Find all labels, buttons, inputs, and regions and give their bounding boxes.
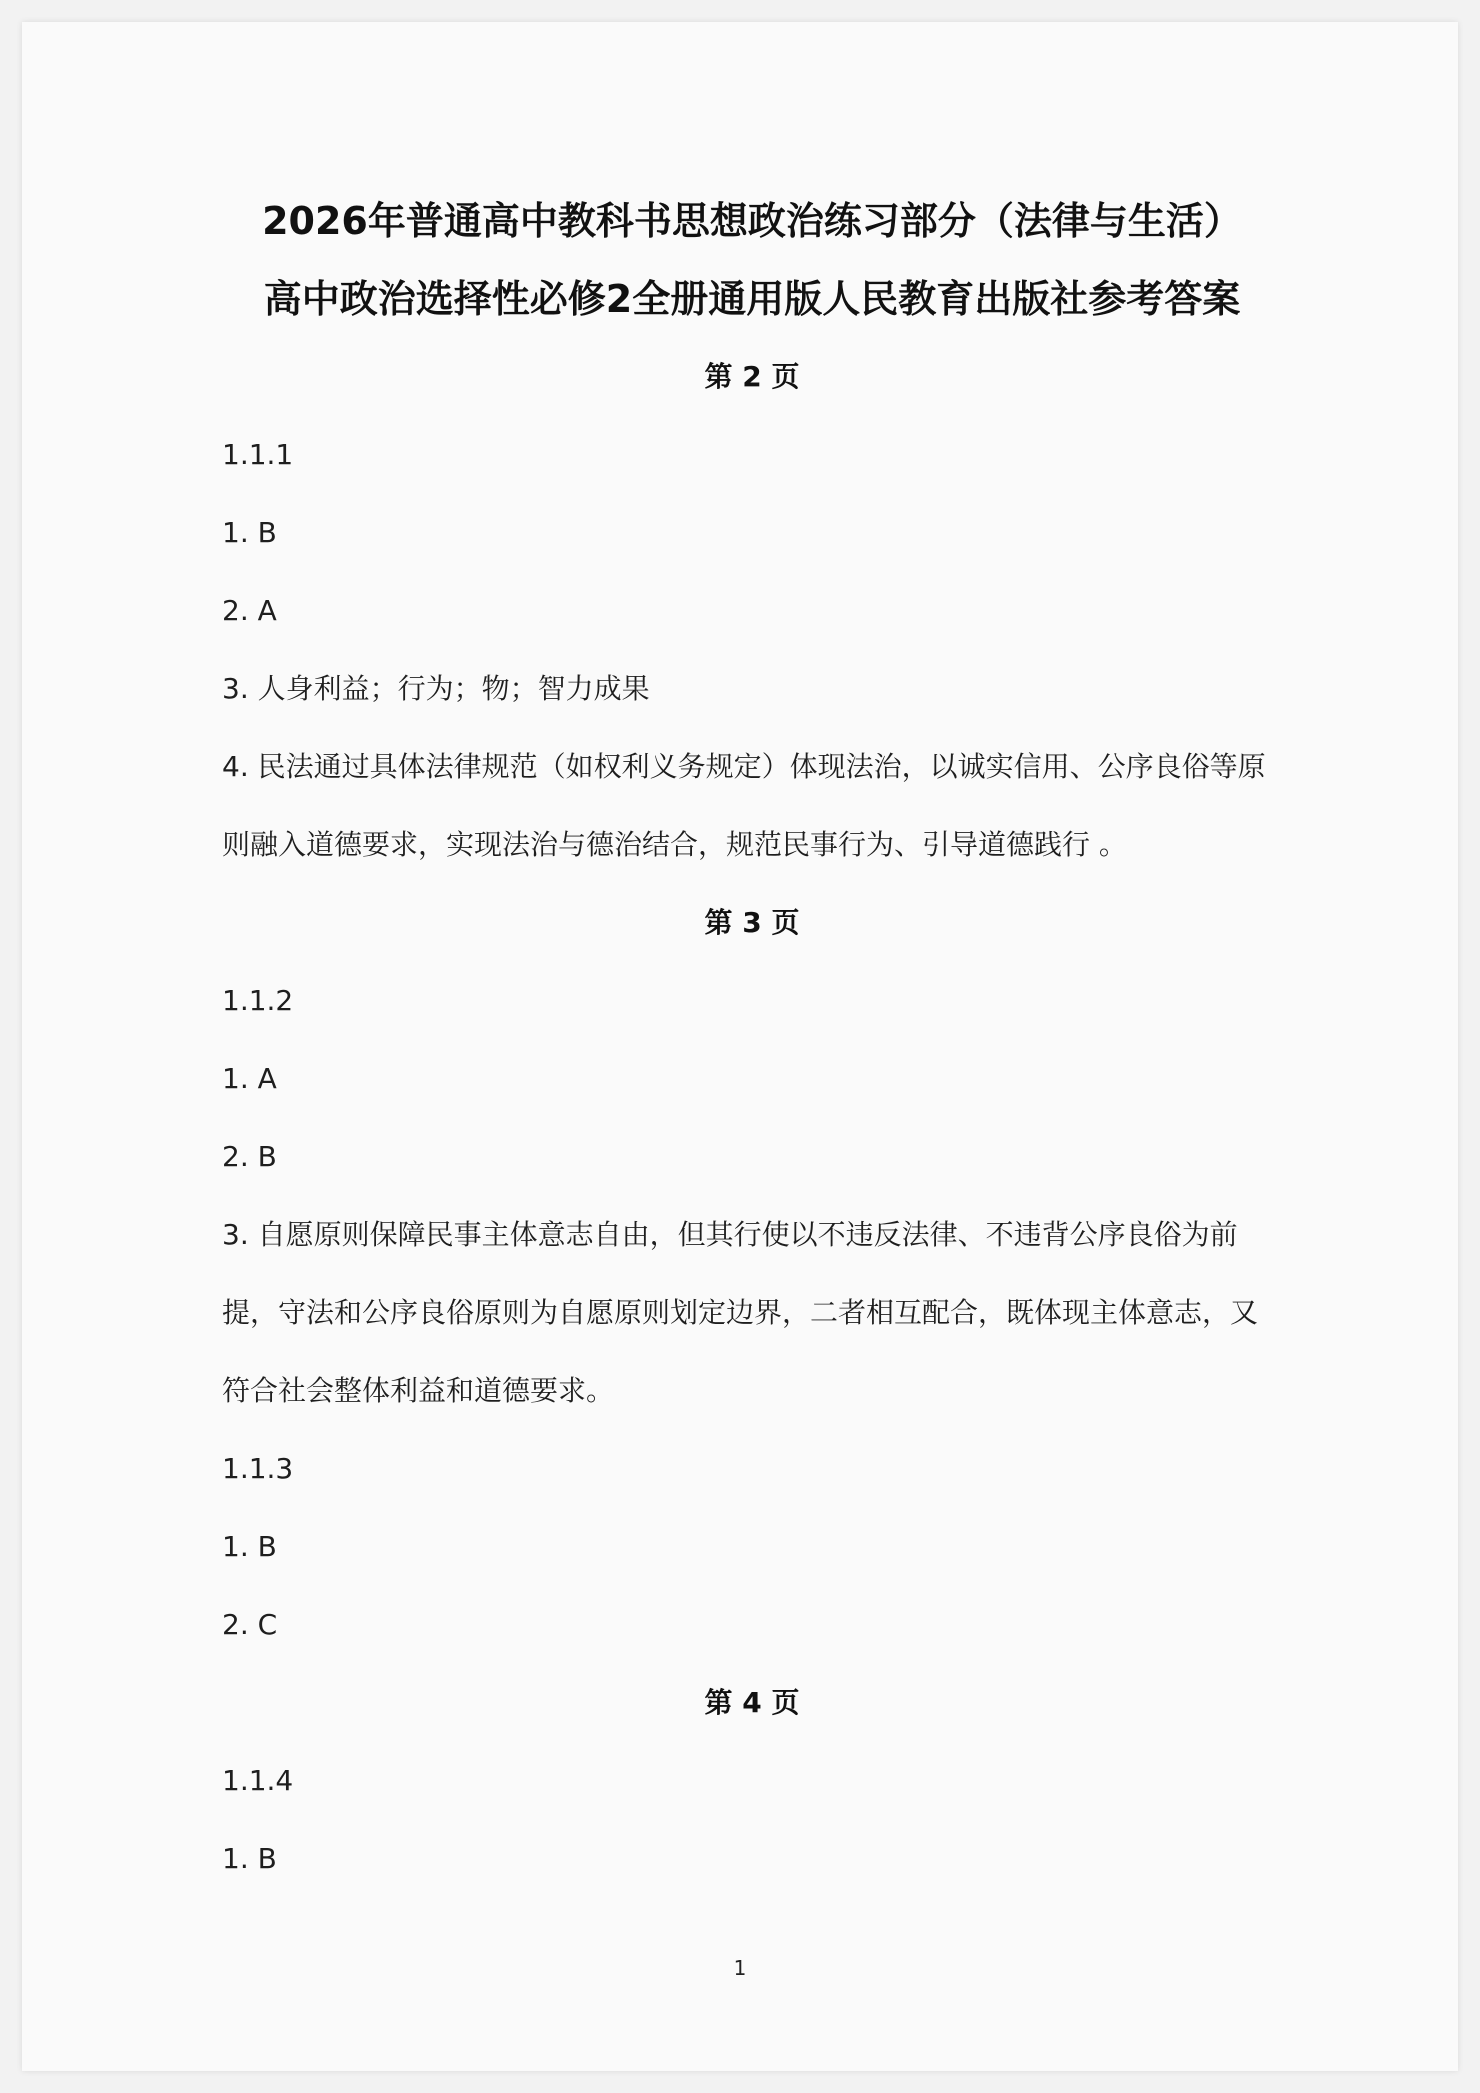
- document-page: [22, 22, 1458, 2071]
- answer-line: 1. B: [222, 516, 277, 549]
- section-heading-page-2: 第 2 页: [704, 360, 800, 393]
- answer-line: 2. A: [222, 594, 277, 627]
- page-number: 1: [733, 1956, 747, 1980]
- answer-line: 1.1.1: [222, 438, 294, 471]
- answer-line: 2. C: [222, 1608, 278, 1641]
- answer-line: 1.1.4: [222, 1764, 294, 1797]
- page-content: [222, 22, 1282, 1898]
- answer-paragraph: 3. 自愿原则保障民事主体意志自由，但其行使以不违反法律、不违背公序良俗为前提，守法和公序良俗原则为自愿原则划定边界，二者相互配合，既体现主体意志，又符合社会整体利益和道德要求。: [222, 1218, 1259, 1407]
- answer-paragraph: 4. 民法通过具体法律规范（如权利义务规定）体现法治，以诚实信用、公序良俗等原则融入道德要求，实现法治与德治结合，规范民事行为、引导道德践行 。: [222, 750, 1266, 861]
- answer-line: 1.1.2: [222, 984, 294, 1017]
- section-heading-page-4: 第 4 页: [704, 1686, 800, 1719]
- answer-line: 1. B: [222, 1530, 277, 1563]
- answer-line: 3. 人身利益；行为；物；智力成果: [222, 672, 650, 705]
- title-line-1: 2026年普通高中教科书思想政治练习部分（法律与生活）: [262, 199, 1242, 243]
- title-line-2: 高中政治选择性必修2全册通用版人民教育出版社参考答案: [263, 277, 1241, 321]
- answer-line: 1. A: [222, 1062, 277, 1095]
- answer-line: 1.1.3: [222, 1452, 294, 1485]
- section-heading-page-3: 第 3 页: [704, 906, 800, 939]
- answer-line: 2. B: [222, 1140, 277, 1173]
- document-title: [222, 182, 1282, 338]
- answer-line: 1. B: [222, 1842, 277, 1875]
